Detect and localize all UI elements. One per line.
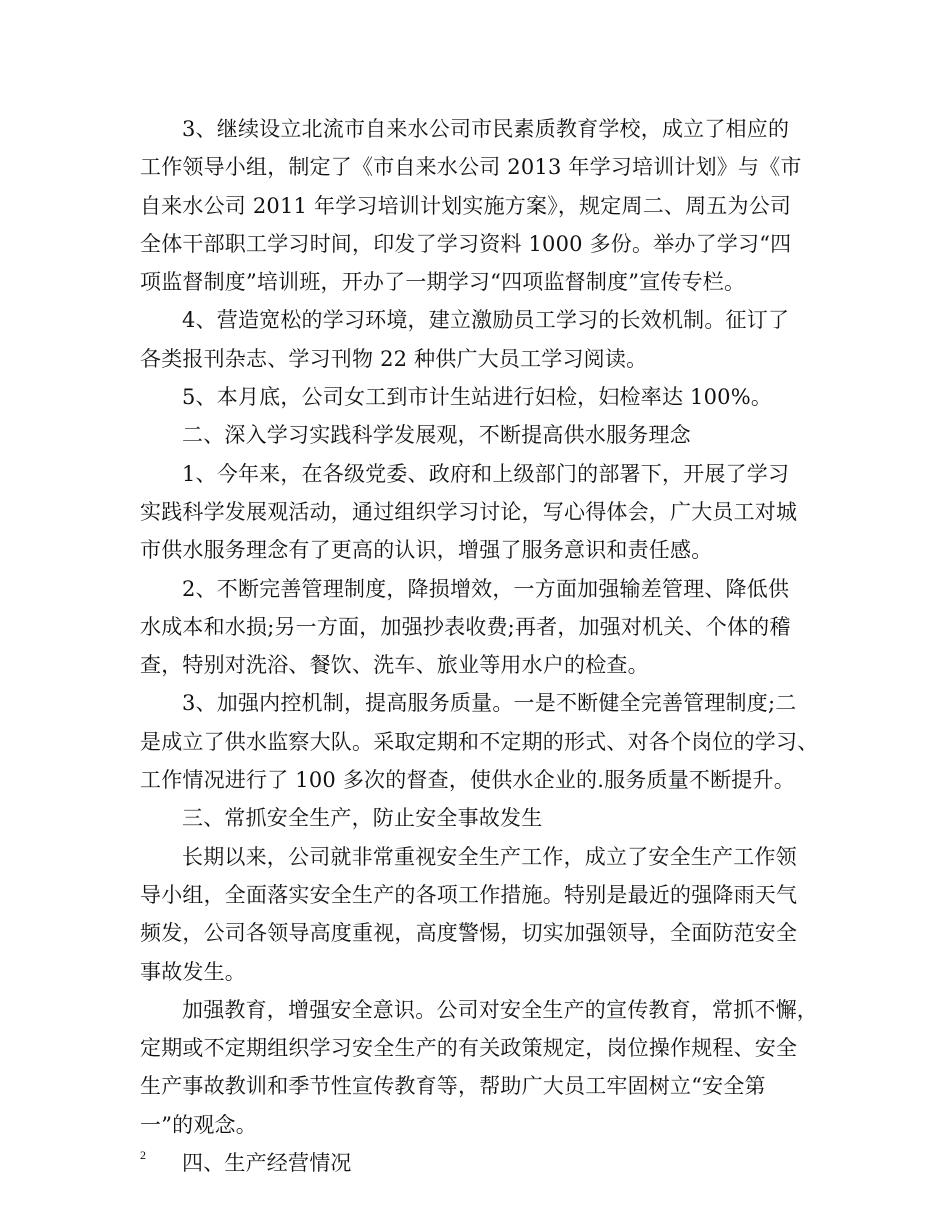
text-line: 一”的观念。 xyxy=(140,1112,257,1137)
text-line: 频发，公司各领导高度重视，高度警惕，切实加强领导，全面防范安全 xyxy=(140,921,798,946)
text-line: 市供水服务理念有了更高的认识，增强了服务意识和责任感。 xyxy=(140,538,713,563)
text-line: 工作情况进行了 100 多次的督查，使供水企业的.服务质量不断提升。 xyxy=(140,768,795,793)
document-body xyxy=(140,110,828,1182)
text-line: 查，特别对洗浴、餐饮、洗车、旅业等用水户的检查。 xyxy=(140,653,649,678)
paragraph-item-5-health-check xyxy=(140,378,828,416)
text-line: 3、加强内控机制，提高服务质量。一是不断健全完善管理制度;二 xyxy=(182,691,797,716)
text-line: 4、营造宽松的学习环境，建立激励员工学习的长效机制。征订了 xyxy=(182,308,790,333)
paragraph-item-4-learning xyxy=(140,301,828,378)
page-number: 2 xyxy=(140,1148,146,1162)
section-heading-2 xyxy=(140,416,828,454)
section-heading-3 xyxy=(140,799,828,837)
paragraph-safety-education xyxy=(140,991,828,1144)
text-line: 2、不断完善管理制度，降损增效，一方面加强输差管理、降低供 xyxy=(182,576,790,601)
text-line: 5、本月底，公司女工到市计生站进行妇检，妇检率达 100%。 xyxy=(182,385,773,410)
text-line: 事故发生。 xyxy=(140,959,246,984)
section-heading-4 xyxy=(140,1144,828,1182)
heading-line: 四、生产经营情况 xyxy=(182,1151,352,1176)
heading-line: 三、常抓安全生产，防止安全事故发生 xyxy=(182,806,543,831)
text-line: 工作领导小组，制定了《市自来水公司 2013 年学习培训计划》与《市 xyxy=(140,155,802,180)
text-line: 自来水公司 2011 年学习培训计划实施方案》，规定周二、周五为公司 xyxy=(140,193,792,218)
paragraph-item-2-management xyxy=(140,570,828,685)
text-line: 水成本和水损;另一方面，加强抄表收费;再者，加强对机关、个体的稽 xyxy=(140,614,791,639)
paragraph-item-3-internal-control xyxy=(140,684,828,799)
text-line: 实践科学发展观活动，通过组织学习讨论，写心得体会，广大员工对城 xyxy=(140,499,798,524)
text-line: 是成立了供水监察大队。采取定期和不定期的形式、对各个岗位的学习、 xyxy=(140,729,819,754)
paragraph-item-3-school xyxy=(140,110,828,301)
text-line: 各类报刊杂志、学习刊物 22 种供广大员工学习阅读。 xyxy=(140,346,648,371)
text-line: 加强教育，增强安全意识。公司对安全生产的宣传教育，常抓不懈， xyxy=(182,997,818,1022)
text-line: 3、继续设立北流市自来水公司市民素质教育学校，成立了相应的 xyxy=(182,117,790,141)
paragraph-item-1-practice xyxy=(140,455,828,570)
text-line: 定期或不定期组织学习安全生产的有关政策规定，岗位操作规程、安全 xyxy=(140,1036,798,1061)
text-line: 全体干部职工学习时间，印发了学习资料 1000 多份。举办了学习“四 xyxy=(140,231,792,256)
text-line: 导小组，全面落实安全生产的各项工作措施。特别是最近的强降雨天气 xyxy=(140,882,798,907)
text-line: 长期以来，公司就非常重视安全生产工作，成立了安全生产工作领 xyxy=(182,844,797,869)
paragraph-safety-long-term xyxy=(140,838,828,991)
text-line: 1、今年来，在各级党委、政府和上级部门的部署下，开展了学习 xyxy=(182,461,790,486)
heading-line: 二、深入学习实践科学发展观，不断提高供水服务理念 xyxy=(182,423,691,448)
text-line: 生产事故教训和季节性宣传教育等，帮助广大员工牢固树立“安全第 xyxy=(140,1074,766,1099)
text-line: 项监督制度”培训班，开办了一期学习“四项监督制度”宣传专栏。 xyxy=(140,270,746,295)
